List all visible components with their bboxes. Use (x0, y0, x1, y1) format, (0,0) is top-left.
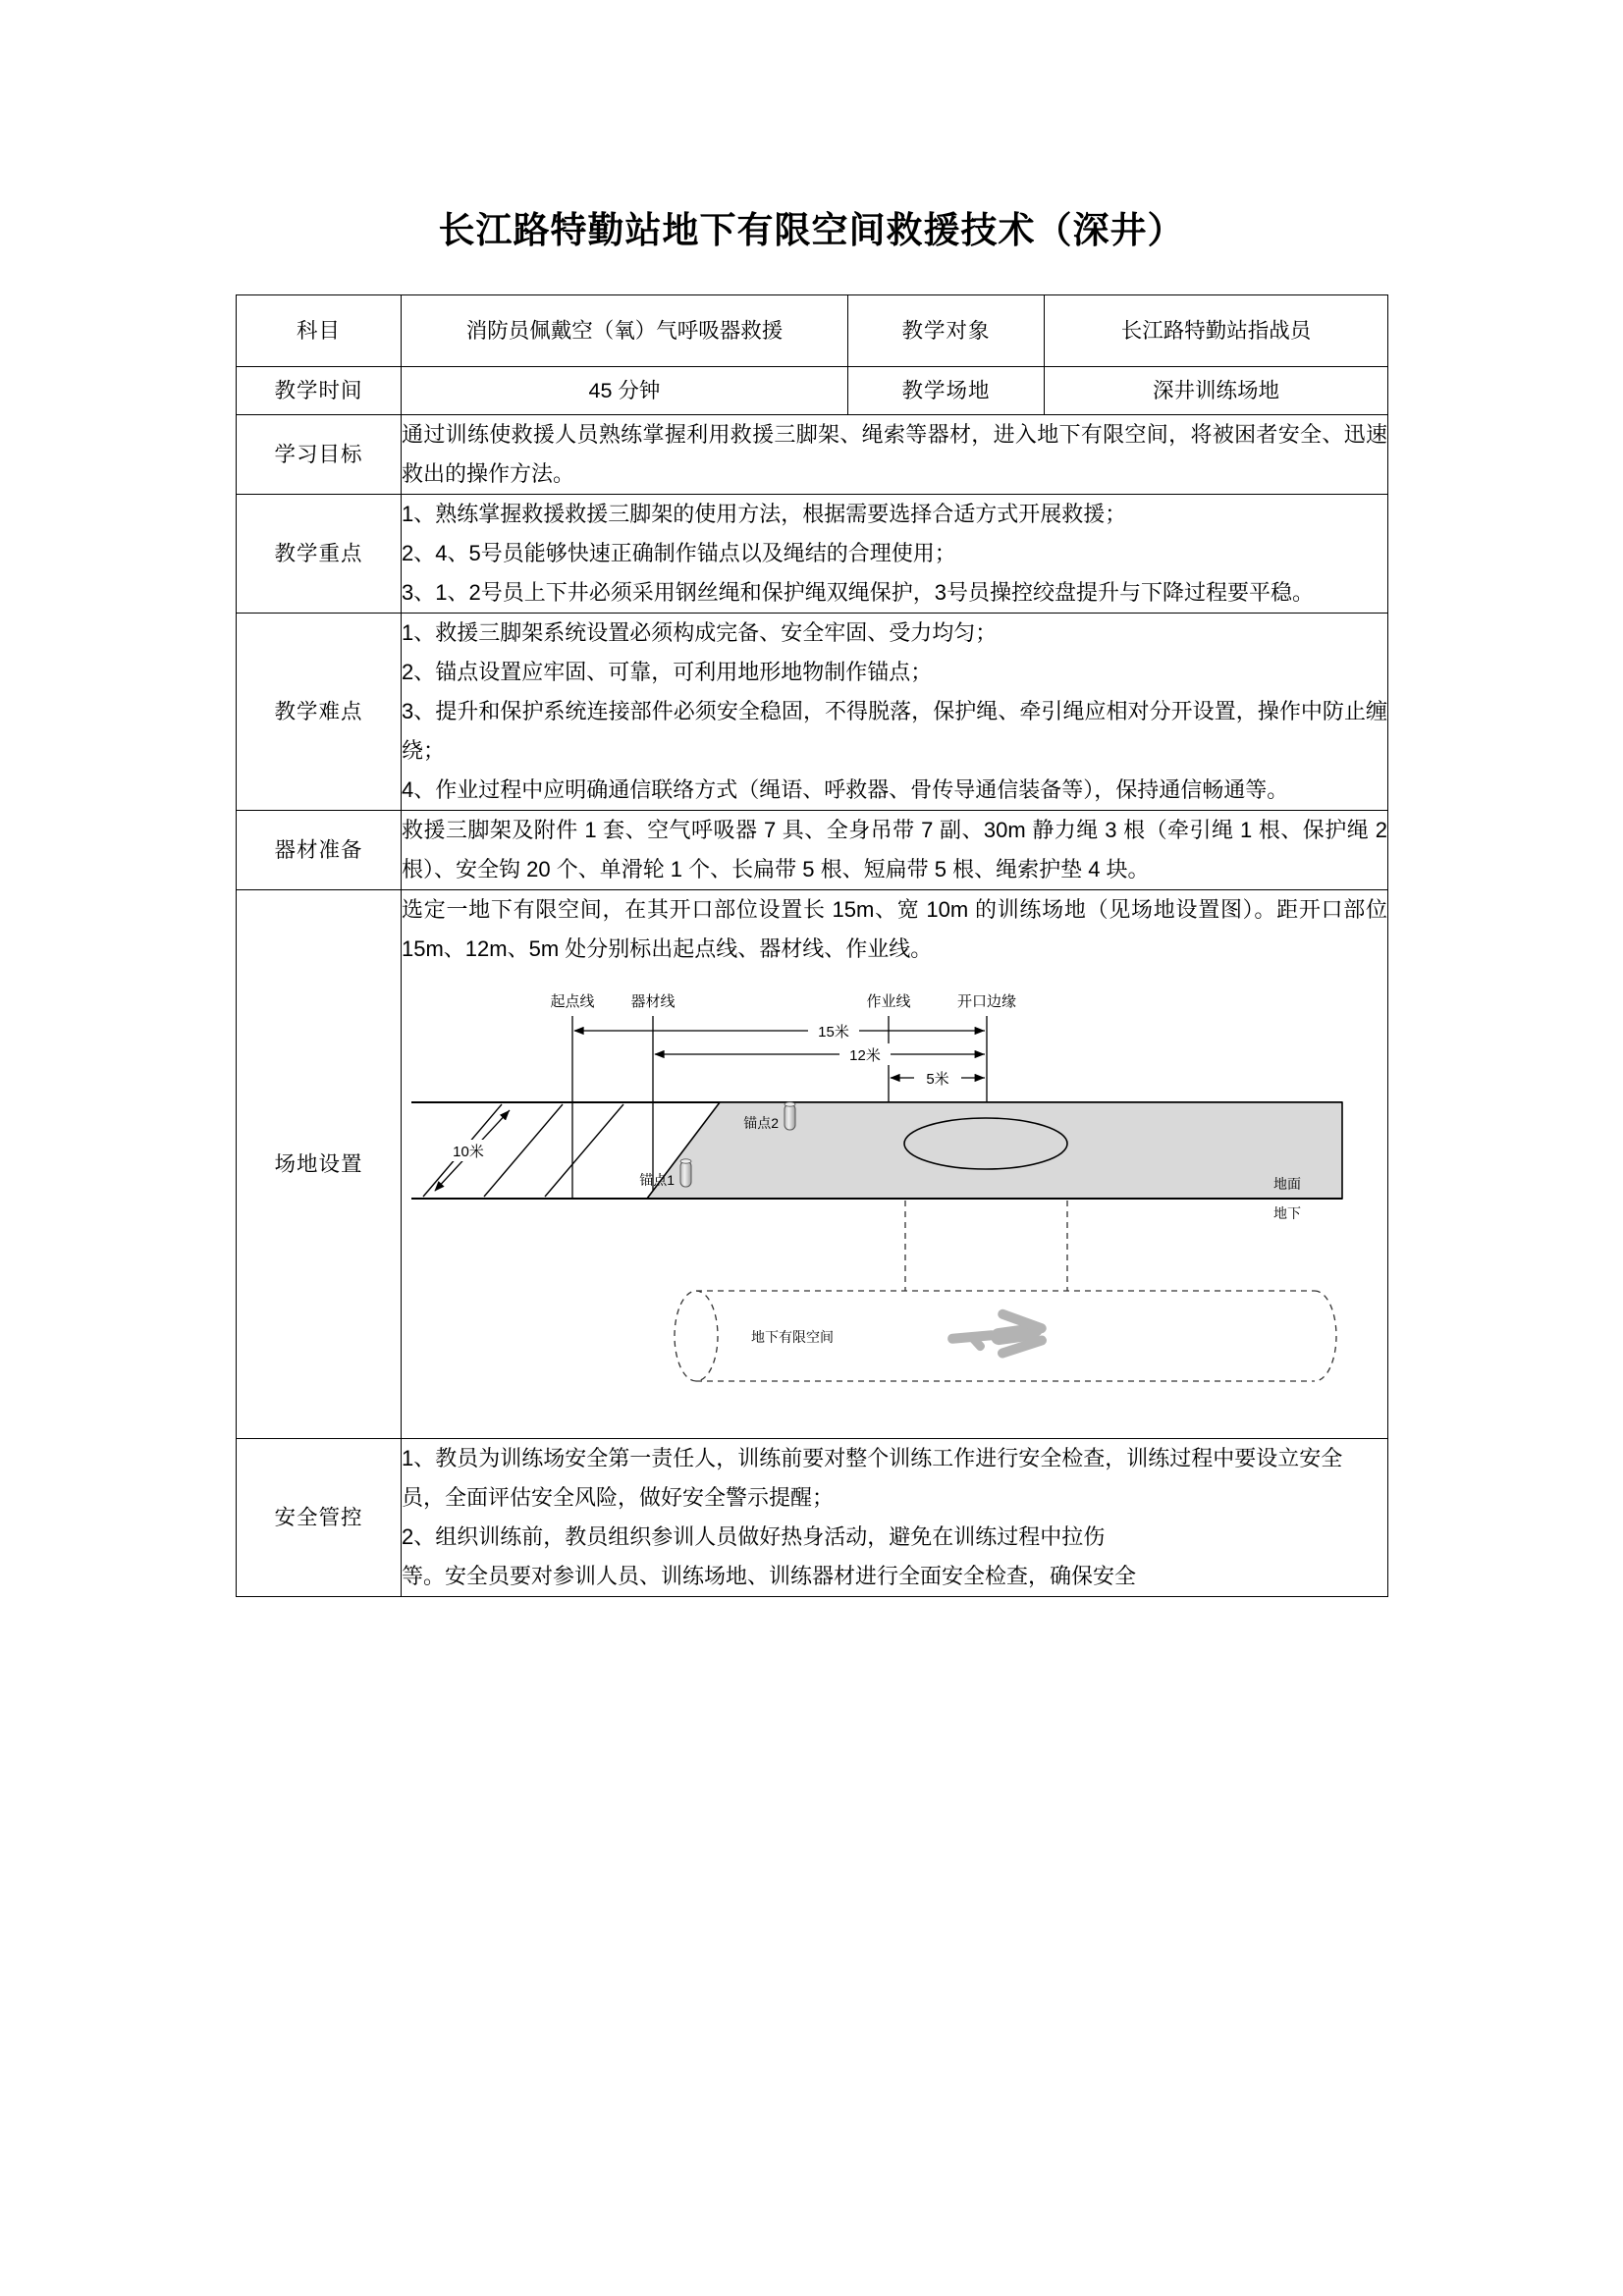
equipment-line: 救援三脚架及附件 1 套、空气呼吸器 7 具、全身吊带 7 副、30m 静力绳 3 根（牵引绳 1 根、保护绳 2 根）、安全钩 20 个、单滑轮 1 个、长扁带 5 根、短扁带 5 根、绳索护垫 4 块。 (402, 818, 1387, 881)
table-row (237, 367, 1388, 415)
cell-venue-value: 深井训练场地 (1045, 367, 1388, 415)
cell-safety-label: 安全管控 (237, 1439, 402, 1597)
cell-subject-label: 科目 (237, 295, 402, 367)
label-anchor-1: 锚点1 (639, 1172, 675, 1188)
field-edge-line (484, 1104, 563, 1197)
anchor-1-icon (680, 1159, 691, 1187)
cell-equipment-value (402, 811, 1388, 890)
table-row (237, 890, 1388, 1439)
label-dim-12: 12米 (849, 1047, 881, 1064)
safety-line: 1、教员为训练场安全第一责任人，训练前要对整个训练工作进行安全检查，训练过程中要设立安全 (402, 1446, 1343, 1470)
cell-site-value (402, 890, 1388, 1439)
label-opening-edge: 开口边缘 (956, 993, 1017, 1010)
table-row (237, 295, 1388, 367)
anchor-2-icon (784, 1102, 795, 1130)
safety-line: 等。安全员要对参训人员、训练场地、训练器材进行全面安全检查，确保安全 (402, 1564, 1137, 1588)
cell-site-label: 场地设置 (237, 890, 402, 1439)
label-start-line: 起点线 (550, 993, 595, 1010)
label-ground: 地面 (1273, 1176, 1301, 1192)
cell-equipment-label: 器材准备 (237, 811, 402, 890)
focus-line: 2、4、5号员能够快速正确制作锚点以及绳结的合理使用； (402, 541, 956, 565)
label-underground: 地下 (1273, 1205, 1301, 1221)
site-layout-diagram (402, 977, 1387, 1438)
site-line: 选定一地下有限空间，在其开口部位设置长 15m、宽 10m 的训练场地（见场地设置图）。距开口部位 15m、12m、5m 处分别标出起点线、器材线、作业线。 (402, 897, 1387, 961)
table-row (237, 415, 1388, 495)
lesson-plan-table (236, 294, 1388, 1597)
cell-focus-value (402, 495, 1388, 614)
field-edge-line (545, 1104, 623, 1197)
difficulty-line: 2、锚点设置应牢固、可靠，可利用地形地物制作锚点； (402, 660, 933, 684)
objective-line: 通过训练使救援人员熟练掌握利用救援三脚架、绳索等器材，进入地下有限空间，将被困者安全、迅速救出的操作方法。 (402, 422, 1387, 486)
focus-line: 1、熟练掌握救援救援三脚架的使用方法，根据需要选择合适方式开展救援； (402, 502, 1127, 526)
cell-focus-label: 教学重点 (237, 495, 402, 614)
safety-line: 2、组织训练前，教员组织参训人员做好热身活动，避免在训练过程中拉伤 (402, 1524, 1106, 1549)
cell-audience-value: 长江路特勤站指战员 (1045, 295, 1388, 367)
table-row (237, 495, 1388, 614)
cell-time-label: 教学时间 (237, 367, 402, 415)
cell-subject-value: 消防员佩戴空（氧）气呼吸器救援 (402, 295, 848, 367)
tunnel-end-ellipse (675, 1291, 718, 1381)
label-equipment-line: 器材线 (630, 993, 676, 1010)
cell-difficulty-label: 教学难点 (237, 614, 402, 811)
victim-figure-icon (947, 1308, 1049, 1359)
safety-line: 员，全面评估安全风险，做好安全警示提醒； (402, 1485, 835, 1510)
difficulty-line: 3、提升和保护系统连接部件必须安全稳固，不得脱落，保护绳、牵引绳应相对分开设置，操作中防止缠绕； (402, 699, 1387, 763)
difficulty-line: 4、作业过程中应明确通信联络方式（绳语、呼救器、骨传导通信装备等），保持通信畅通等。 (402, 777, 1289, 802)
cell-safety-value (402, 1439, 1388, 1597)
table-row (237, 811, 1388, 890)
table-row (237, 614, 1388, 811)
site-diagram-svg (402, 977, 1352, 1428)
label-dim-15: 15米 (818, 1024, 849, 1041)
cell-audience-label: 教学对象 (848, 295, 1045, 367)
label-anchor-2: 锚点2 (743, 1115, 779, 1131)
page-title: 长江路特勤站地下有限空间救援技术（深井） (438, 210, 1185, 250)
table-row (237, 1439, 1388, 1597)
label-confined-space: 地下有限空间 (751, 1329, 834, 1345)
label-dim-5: 5米 (926, 1071, 949, 1088)
cell-objective-label: 学习目标 (237, 415, 402, 495)
shaft-opening-ellipse (904, 1118, 1067, 1169)
cell-time-value: 45 分钟 (402, 367, 848, 415)
difficulty-line: 1、救援三脚架系统设置必须构成完备、安全牢固、受力均匀； (402, 620, 998, 645)
cell-difficulty-value (402, 614, 1388, 811)
label-work-line: 作业线 (866, 993, 911, 1010)
cell-objective-value (402, 415, 1388, 495)
tunnel-far-arc (1315, 1291, 1336, 1381)
label-dim-10: 10米 (453, 1144, 484, 1160)
cell-venue-label: 教学场地 (848, 367, 1045, 415)
focus-line: 3、1、2号员上下井必须采用钢丝绳和保护绳双绳保护，3号员操控绞盘提升与下降过程要平稳。 (402, 580, 1314, 605)
